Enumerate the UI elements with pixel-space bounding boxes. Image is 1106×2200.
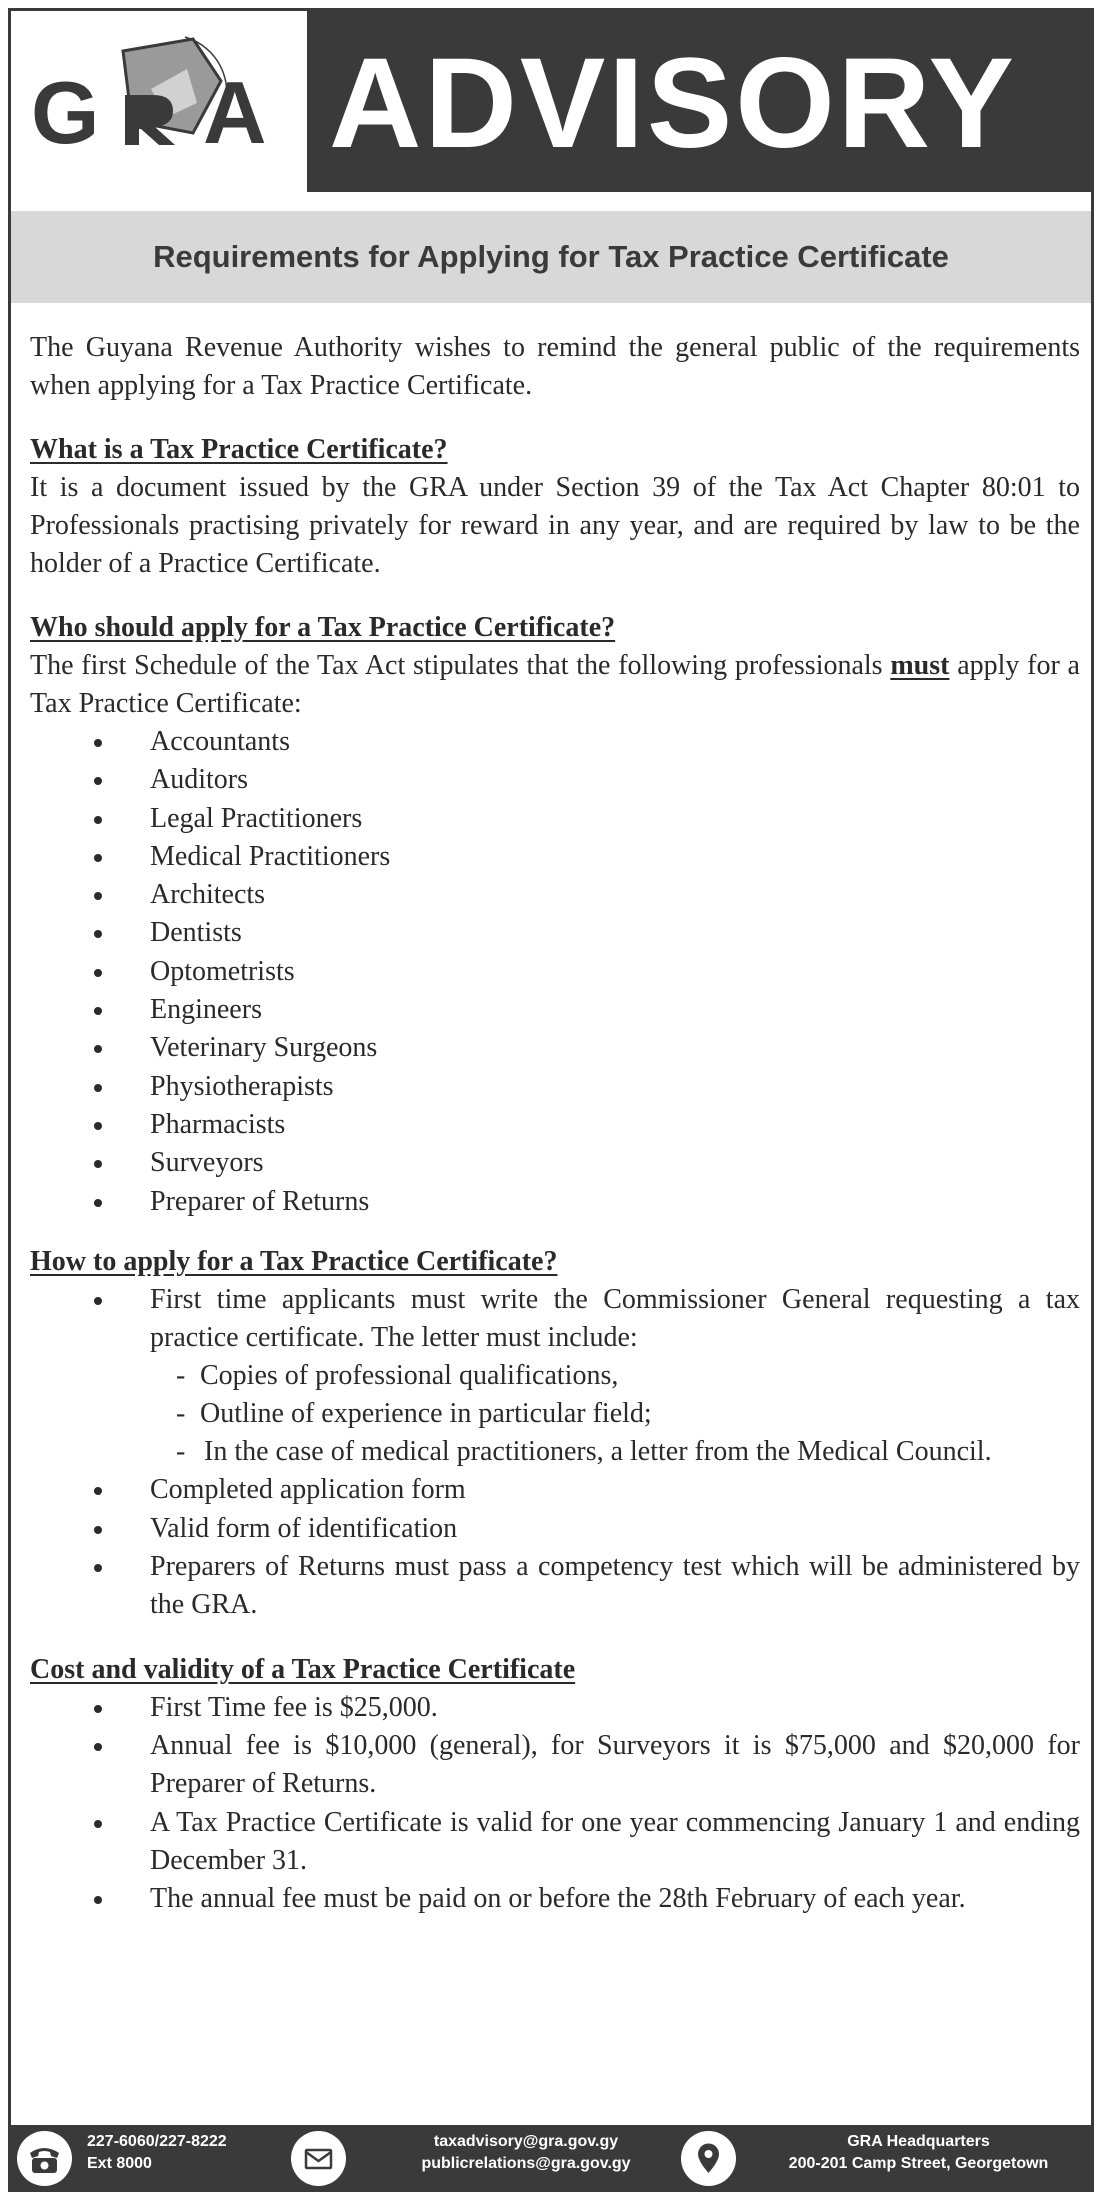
- bullet: [94, 854, 102, 862]
- list-item: [30, 1689, 1080, 1727]
- mail-icon-glyph: [291, 2131, 346, 2186]
- phone-icon-glyph: [17, 2131, 72, 2186]
- email-advisory[interactable]: taxadvisory@gra.gov.gy: [433, 2133, 619, 2150]
- list-item: [30, 953, 1080, 991]
- list-item: [30, 991, 1080, 1029]
- list-item-text: Engineers: [150, 994, 262, 1026]
- bullet: [94, 892, 102, 900]
- bullet: [94, 1896, 102, 1904]
- bullet: [94, 1743, 102, 1751]
- who-body-start: The first Schedule of the Tax Act stipulates that the following professionals: [30, 650, 883, 681]
- list-item: [30, 876, 1080, 914]
- bullet: [94, 1199, 102, 1207]
- list-item: [30, 761, 1080, 799]
- professionals-list: [30, 723, 1080, 1221]
- bullet: [94, 1297, 102, 1305]
- list-item-text: First Time fee is $25,000.: [150, 1691, 438, 1723]
- list-item: [30, 1144, 1080, 1182]
- hq-address: 200-201 Camp Street, Georgetown: [788, 2155, 1049, 2172]
- bullet: [94, 1045, 102, 1053]
- subtitle-band: [11, 211, 1091, 303]
- bullet: [94, 777, 102, 785]
- sub-list-item: [150, 1433, 1080, 1471]
- bullet: [94, 739, 102, 747]
- bullet: [94, 1122, 102, 1130]
- sub-list-item-text: In the case of medical practitioners, a letter from the Medical Council.: [204, 1436, 992, 1468]
- svg-text:A: A: [203, 63, 267, 162]
- list-item: [30, 1804, 1080, 1881]
- header-banner: [11, 11, 1091, 192]
- list-item: [30, 1471, 1080, 1509]
- list-item: [30, 1281, 1080, 1472]
- advisory-body: [30, 329, 1080, 1918]
- bullet: [94, 816, 102, 824]
- subtitle: Requirements for Applying for Tax Practice Certificate: [153, 239, 949, 274]
- sub-list-item: [150, 1357, 1080, 1395]
- list-item-text: Medical Practitioners: [150, 840, 391, 872]
- email-public-relations[interactable]: publicrelations@gra.gov.gy: [421, 2155, 631, 2172]
- hq-label: GRA Headquarters: [847, 2133, 990, 2150]
- dash: -: [176, 1436, 186, 1468]
- phone-icon: [17, 2131, 72, 2186]
- section-heading-who: Who should apply for a Tax Practice Certificate?: [30, 612, 616, 643]
- sub-list-item-text: Outline of experience in particular field;: [200, 1398, 652, 1430]
- email-info: [391, 2131, 661, 2175]
- list-item-text: Dentists: [150, 917, 242, 949]
- bullet: [94, 1084, 102, 1092]
- svg-text:G: G: [31, 63, 100, 162]
- list-item: [30, 838, 1080, 876]
- list-item: [30, 914, 1080, 952]
- list-item-text: The annual fee must be paid on or before the 28th February of each year.: [150, 1883, 966, 1915]
- advisory-title: ADVISORY: [329, 32, 1017, 175]
- bullet: [94, 1160, 102, 1168]
- phone-ext: Ext 8000: [87, 2155, 152, 2172]
- list-item-text: Legal Practitioners: [150, 802, 363, 834]
- sub-list-item: [150, 1395, 1080, 1433]
- list-item-text: Physiotherapists: [150, 1070, 334, 1102]
- bullet: [94, 969, 102, 977]
- intro-paragraph: The Guyana Revenue Authority wishes to remind the general public of the requirements when applying for a Tax Practice Certificate.: [30, 332, 1080, 401]
- list-item-text: Valid form of identification: [150, 1512, 458, 1544]
- address-info: [751, 2131, 1086, 2175]
- cost-list: [30, 1689, 1080, 1919]
- letter-requirements-list: [150, 1357, 1080, 1471]
- dash: -: [176, 1360, 186, 1392]
- list-item-text: Pharmacists: [150, 1108, 286, 1140]
- gra-logo: [11, 11, 307, 192]
- how-to-apply-list: [30, 1281, 1080, 1625]
- bullet: [94, 1820, 102, 1828]
- list-item-text: Preparer of Returns: [150, 1185, 370, 1217]
- mail-icon: [291, 2131, 346, 2186]
- bullet: [94, 930, 102, 938]
- dash: -: [176, 1398, 186, 1430]
- list-item-text: First time applicants must write the Commissioner General requesting a tax practice certificate. The letter must include:: [150, 1283, 1080, 1354]
- bullet: [94, 1526, 102, 1534]
- who-body-emphasis: must: [890, 650, 950, 681]
- list-item: [30, 1029, 1080, 1067]
- bullet: [94, 1007, 102, 1015]
- list-item: [30, 723, 1080, 761]
- location-pin-icon-glyph: [681, 2131, 736, 2186]
- list-item-text: Auditors: [150, 764, 248, 796]
- contact-footer: [11, 2125, 1091, 2192]
- list-item: [30, 1510, 1080, 1548]
- list-item-text: Preparers of Returns must pass a competency test which will be administered by the GRA.: [150, 1551, 1080, 1621]
- section-body-what: It is a document issued by the GRA under Section 39 of the Tax Act Chapter 80:01 to Professionals practising privately for reward in any year, and are required by law to be the holder of a Practice Certificate.: [30, 472, 1080, 579]
- list-item-text: Surveyors: [150, 1147, 264, 1179]
- location-pin-icon: [681, 2131, 736, 2186]
- advisory-page: [8, 8, 1094, 2192]
- bullet: [94, 1487, 102, 1495]
- list-item-text: Completed application form: [150, 1474, 466, 1506]
- section-heading-cost: Cost and validity of a Tax Practice Certificate: [30, 1653, 576, 1685]
- list-item-text: Veterinary Surgeons: [150, 1032, 378, 1064]
- list-item: [30, 1727, 1080, 1804]
- list-item: [30, 1548, 1080, 1625]
- gra-logo-mark: [25, 25, 295, 175]
- sub-list-item-text: Copies of professional qualifications,: [200, 1360, 619, 1392]
- list-item-text: Architects: [150, 879, 266, 911]
- list-item-text: Accountants: [150, 726, 290, 757]
- list-item: [30, 800, 1080, 838]
- section-heading-how: How to apply for a Tax Practice Certificate?: [30, 1245, 558, 1277]
- list-item: [30, 1880, 1080, 1918]
- list-item-text: Annual fee is $10,000 (general), for Surveyors it is $75,000 and $20,000 for Preparer of Returns.: [150, 1729, 1080, 1800]
- list-item: [30, 1068, 1080, 1106]
- who-body-end: apply for a Tax Practice Certificate:: [30, 650, 1080, 719]
- bullet: [94, 1564, 102, 1572]
- list-item: [30, 1183, 1080, 1221]
- list-item-text: A Tax Practice Certificate is valid for one year commencing January 1 and ending December 31.: [150, 1806, 1080, 1876]
- phone-number: 227-6060/227-8222: [87, 2133, 227, 2150]
- phone-info: [87, 2131, 227, 2175]
- section-body-who: [30, 647, 1080, 723]
- bullet: [94, 1705, 102, 1713]
- list-item: [30, 1106, 1080, 1144]
- section-heading-what: What is a Tax Practice Certificate?: [30, 434, 448, 465]
- list-item-text: Optometrists: [150, 955, 295, 987]
